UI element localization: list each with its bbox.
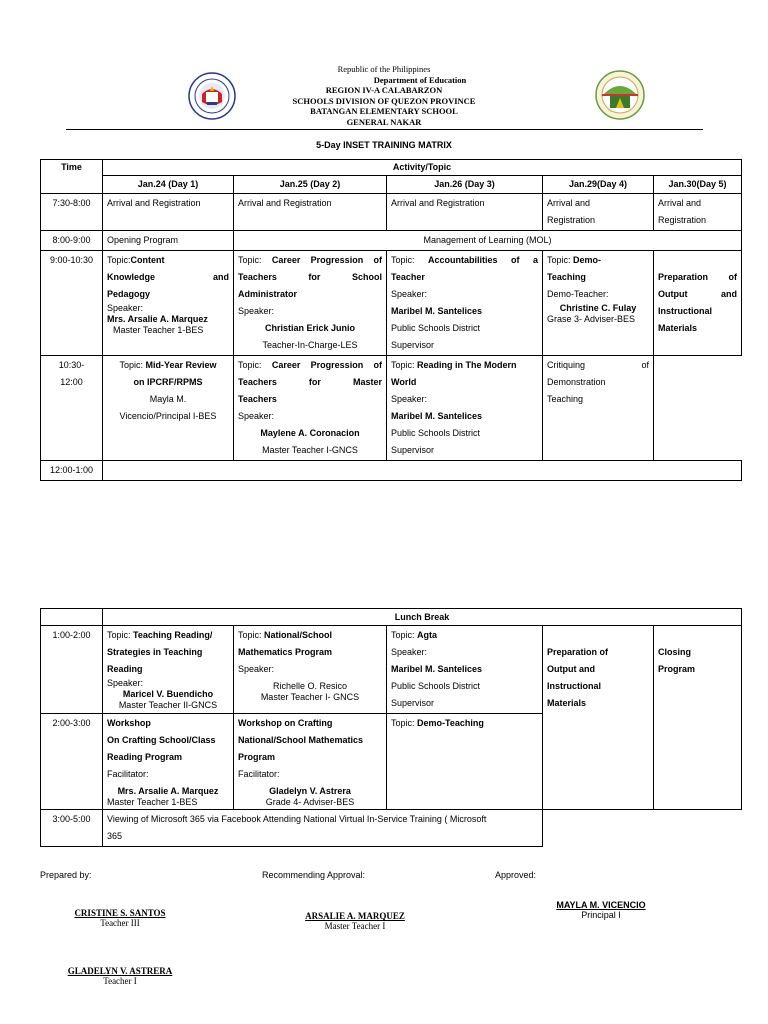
table-header-row [41, 160, 742, 176]
topic-title: Content [130, 255, 165, 265]
topic-prefix: Topic: [547, 255, 571, 265]
day-5-header: Jan.30(Day 5) [654, 176, 742, 194]
day-3-header: Jan.26 (Day 3) [387, 176, 543, 194]
mol-cell: Management of Learning (MOL) [234, 231, 742, 251]
table-row [41, 231, 742, 251]
day-3-cell [387, 626, 543, 714]
topic-word: Progression [310, 255, 364, 265]
table-row [41, 626, 742, 714]
speaker-name: Richelle O. Resico [272, 681, 348, 691]
cell-line: Arrival and [547, 198, 591, 208]
speaker-name: Maylene A. Coronacion [260, 428, 360, 438]
topic-word: of [511, 255, 520, 265]
table-row [41, 356, 742, 461]
signatory-block [55, 966, 185, 986]
topic-word: for [308, 272, 321, 282]
topic-line [391, 252, 538, 269]
speaker-label: Speaker: [391, 647, 428, 657]
topic-line [107, 269, 229, 286]
topic-title: Teaching Reading/ [133, 630, 213, 640]
topic-line: Instructional [658, 306, 713, 316]
speaker-role: Master Teacher I-GNCS [262, 445, 358, 455]
topic-word: Preparation [658, 272, 709, 282]
topic-line [107, 252, 229, 269]
time-line: 10:30- [58, 360, 85, 370]
day-1-cell [103, 356, 234, 461]
day-1-cell: Arrival and Registration [103, 194, 234, 231]
lunch-break-cell: Lunch Break [103, 609, 742, 626]
topic-line: Reading Program [107, 752, 183, 762]
topic-line: Closing [658, 647, 691, 657]
table-row [41, 609, 742, 626]
speaker-label: Speaker: [238, 411, 275, 421]
speaker-role: Supervisor [391, 698, 435, 708]
signatory-role: Principal I [581, 910, 621, 920]
topic-line: Demonstration [547, 377, 606, 387]
signatory-role: Master Teacher I [324, 921, 386, 931]
speaker-role: Supervisor [391, 445, 435, 455]
cell-line: Registration [658, 215, 707, 225]
topic-line [658, 286, 737, 303]
topic-line: Reading [107, 664, 143, 674]
topic-line: Strategies in Teaching [107, 647, 203, 657]
table-row [41, 194, 742, 231]
speaker-name: Mrs. Arsalie A. Marquez [107, 314, 208, 324]
topic-word: and [720, 289, 737, 299]
letterhead-region: REGION IV-A CALABARZON [325, 85, 443, 95]
speaker-label: Speaker: [107, 303, 144, 313]
day-2-cell [234, 356, 387, 461]
time-cell: 7:30-8:00 [41, 194, 103, 231]
topic-title: Agta [417, 630, 438, 640]
activity-header: Activity/Topic [103, 160, 742, 176]
day-5-cell [654, 251, 742, 356]
topic-word: School [351, 272, 382, 282]
table-row [41, 461, 742, 481]
topic-line: Workshop on Crafting [238, 718, 333, 728]
letterhead-division: SCHOOLS DIVISION OF QUEZON PROVINCE [292, 95, 476, 106]
topic-line: Program [238, 752, 276, 762]
topic-prefix: Topic: [238, 360, 262, 370]
topic-word: Career [271, 360, 301, 370]
letterhead-school: BATANGAN ELEMENTARY SCHOOL [310, 106, 458, 116]
signatory-name: GLADELYN V. ASTRERA [67, 966, 173, 976]
topic-prefix: Topic: [238, 630, 262, 640]
topic-line: Workshop [107, 718, 151, 728]
speaker-role: Public Schools District [391, 681, 481, 691]
day-2-cell [234, 714, 387, 810]
letterhead-divider [66, 129, 703, 130]
time-cell: 1:00-2:00 [41, 626, 103, 714]
topic-line [107, 357, 229, 374]
topic-word: Teachers [238, 377, 277, 387]
speaker-role: Master Teacher II-GNCS [118, 700, 218, 710]
time-cell: 12:00-1:00 [41, 461, 103, 481]
topic-line [547, 357, 649, 374]
speaker-label: Speaker: [391, 289, 428, 299]
topic-word: of [373, 360, 382, 370]
topic-prefix: Topic: [391, 255, 415, 265]
topic-title: Mid-Year Review [145, 360, 217, 370]
letterhead [0, 64, 768, 127]
cell-line: Arrival and [658, 198, 702, 208]
day-5-cell [654, 194, 742, 231]
day-2-cell [234, 626, 387, 714]
facilitator-label: Facilitator: [107, 769, 149, 779]
topic-prefix: Topic: [391, 360, 415, 370]
topic-line [658, 269, 737, 286]
speaker-label: Speaker: [238, 664, 275, 674]
day-4-header: Jan.29(Day 4) [543, 176, 654, 194]
speaker-role: Teacher-In-Charge-LES [262, 340, 358, 350]
speaker-label: Speaker: [238, 306, 275, 316]
prepared-by-label: Prepared by: [40, 870, 92, 880]
demo-teacher-name: Christine C. Fulay [559, 303, 637, 313]
matrix-title: 5-Day INSET TRAINING MATRIX [316, 140, 452, 150]
topic-title: Demo- [573, 255, 602, 265]
day-1-cell: Opening Program [103, 231, 234, 251]
day-3-cell: Arrival and Registration [387, 194, 543, 231]
day-4-cell [543, 356, 654, 461]
topic-line: Teachers [238, 394, 277, 404]
topic-line: Pedagogy [107, 289, 151, 299]
table-row [41, 810, 742, 847]
speaker-role: Master Teacher I- GNCS [260, 692, 360, 702]
topic-title: Reading in The Modern [417, 360, 517, 370]
topic-prefix: Topic: [107, 255, 131, 265]
time-cell: 2:00-3:00 [41, 714, 103, 810]
training-matrix-table-morning [40, 159, 742, 481]
letterhead-municipality: GENERAL NAKAR [346, 116, 422, 127]
topic-word: Accountabilities [428, 255, 498, 265]
topic-line [391, 715, 538, 732]
time-line: 12:00 [60, 377, 83, 387]
spacer [658, 252, 737, 269]
day-3-cell [387, 251, 543, 356]
facilitator-name: Mrs. Arsalie A. Marquez [117, 786, 219, 796]
day-3-cell [387, 714, 543, 810]
day-header-row [41, 176, 742, 194]
topic-line: Instructional [547, 681, 602, 691]
signatory-name: CRISTINE S. SANTOS [74, 908, 166, 918]
topic-word: Progression [310, 360, 364, 370]
topic-word: of [728, 272, 737, 282]
topic-prefix: Topic: [107, 630, 131, 640]
day-3-cell [387, 356, 543, 461]
topic-line: Materials [547, 698, 587, 708]
spacer [547, 627, 649, 644]
signatory-block [60, 908, 180, 928]
time-cell: 3:00-5:00 [41, 810, 103, 847]
facilitator-name: Gladelyn V. Astrera [269, 786, 351, 796]
topic-line: Mathematics Program [238, 647, 333, 657]
cell-line: Registration [547, 215, 596, 225]
time-header: Time [41, 160, 103, 194]
speaker-label: Speaker: [107, 678, 144, 688]
topic-word: for [308, 377, 321, 387]
day-4-cell [543, 251, 654, 356]
table-row [41, 251, 742, 356]
signatory-role: Teacher III [100, 918, 140, 928]
day-1-cell [103, 251, 234, 356]
training-matrix-table-afternoon [40, 608, 742, 847]
topic-line [238, 357, 382, 374]
recommending-approval-label: Recommending Approval: [262, 870, 366, 880]
spacer [658, 627, 737, 644]
demo-teacher-role: Grase 3- Adviser-BES [547, 314, 636, 324]
time-cell [41, 356, 103, 461]
topic-line: World [391, 377, 417, 387]
topic-line [238, 269, 382, 286]
approved-label: Approved: [495, 870, 537, 880]
day-4-cell [543, 194, 654, 231]
time-cell: 9:00-10:30 [41, 251, 103, 356]
topic-prefix: Topic: [391, 718, 415, 728]
day-1-cell [103, 714, 234, 810]
signatory-name: MAYLA M. VICENCIO [556, 900, 646, 910]
topic-word: Master [352, 377, 382, 387]
speaker-role: Vicencio/Principal I-BES [119, 411, 217, 421]
topic-line: Teaching [547, 272, 586, 282]
topic-word: and [212, 272, 229, 282]
topic-line: Administrator [238, 289, 298, 299]
topic-word: Teachers [238, 272, 277, 282]
topic-line [238, 627, 382, 644]
topic-line [238, 252, 382, 269]
topic-line: on IPCRF/RPMS [133, 377, 203, 387]
topic-word: Critiquing [547, 360, 586, 370]
speaker-name: Maribel M. Santelices [391, 306, 483, 316]
facilitator-role: Master Teacher 1-BES [107, 797, 198, 807]
topic-line: Program [658, 664, 696, 674]
empty-cell [103, 461, 742, 481]
speaker-name: Mayla M. [149, 394, 187, 404]
topic-word: a [532, 255, 538, 265]
speaker-role: Supervisor [391, 340, 435, 350]
topic-title: National/School [264, 630, 333, 640]
day-2-cell [234, 251, 387, 356]
speaker-role: Public Schools District [391, 323, 481, 333]
time-cell: 8:00-9:00 [41, 231, 103, 251]
topic-title: Demo-Teaching [417, 718, 484, 728]
topic-word: Career [271, 255, 301, 265]
topic-line [391, 627, 538, 644]
speaker-name: Maribel M. Santelices [391, 411, 483, 421]
topic-line [547, 252, 649, 269]
signatory-block [290, 911, 420, 931]
empty-cell [41, 609, 103, 626]
day-2-header: Jan.25 (Day 2) [234, 176, 387, 194]
speaker-label: Speaker: [391, 394, 428, 404]
day-5-cell [654, 626, 742, 810]
day-2-cell: Arrival and Registration [234, 194, 387, 231]
demo-teacher-label: Demo-Teacher: [547, 289, 609, 299]
speaker-name: Maribel M. Santelices [391, 664, 483, 674]
cell-line: Viewing of Microsoft 365 via Facebook Attending National Virtual In-Service Training ( Microsoft [107, 814, 487, 824]
topic-word: of [373, 255, 382, 265]
topic-line: Preparation of [547, 647, 609, 657]
topic-line [391, 357, 538, 374]
facilitator-label: Facilitator: [238, 769, 280, 779]
day-1-header: Jan.24 (Day 1) [103, 176, 234, 194]
topic-word: Knowledge [107, 272, 156, 282]
day-1-cell [103, 626, 234, 714]
speaker-role: Master Teacher 1-BES [113, 325, 204, 335]
topic-line: Output and [547, 664, 595, 674]
signatory-role: Teacher I [103, 976, 137, 986]
signatory-block [540, 900, 662, 920]
topic-prefix: Topic: [119, 360, 143, 370]
topic-line [107, 627, 229, 644]
cell-line: 365 [107, 831, 123, 841]
letterhead-republic: Republic of the Philippines [337, 64, 431, 74]
topic-prefix: Topic: [391, 630, 415, 640]
topic-line: Teaching [547, 394, 584, 404]
topic-line: Teacher [391, 272, 425, 282]
speaker-name: Christian Erick Junio [264, 323, 356, 333]
signatory-name: ARSALIE A. MARQUEZ [305, 911, 405, 921]
topic-line: On Crafting School/Class [107, 735, 216, 745]
letterhead-department: Department of Education [373, 74, 467, 85]
topic-line [238, 374, 382, 391]
topic-prefix: Topic: [238, 255, 262, 265]
speaker-role: Public Schools District [391, 428, 481, 438]
topic-line: Materials [658, 323, 698, 333]
topic-line: National/School Mathematics [238, 735, 364, 745]
topic-word: Output [658, 289, 688, 299]
ms365-cell [103, 810, 543, 847]
topic-word: of [641, 360, 649, 370]
day-4-cell [543, 626, 654, 810]
facilitator-role: Grade 4- Adviser-BES [265, 797, 355, 807]
speaker-name: Maricel V. Buendicho [122, 689, 214, 699]
